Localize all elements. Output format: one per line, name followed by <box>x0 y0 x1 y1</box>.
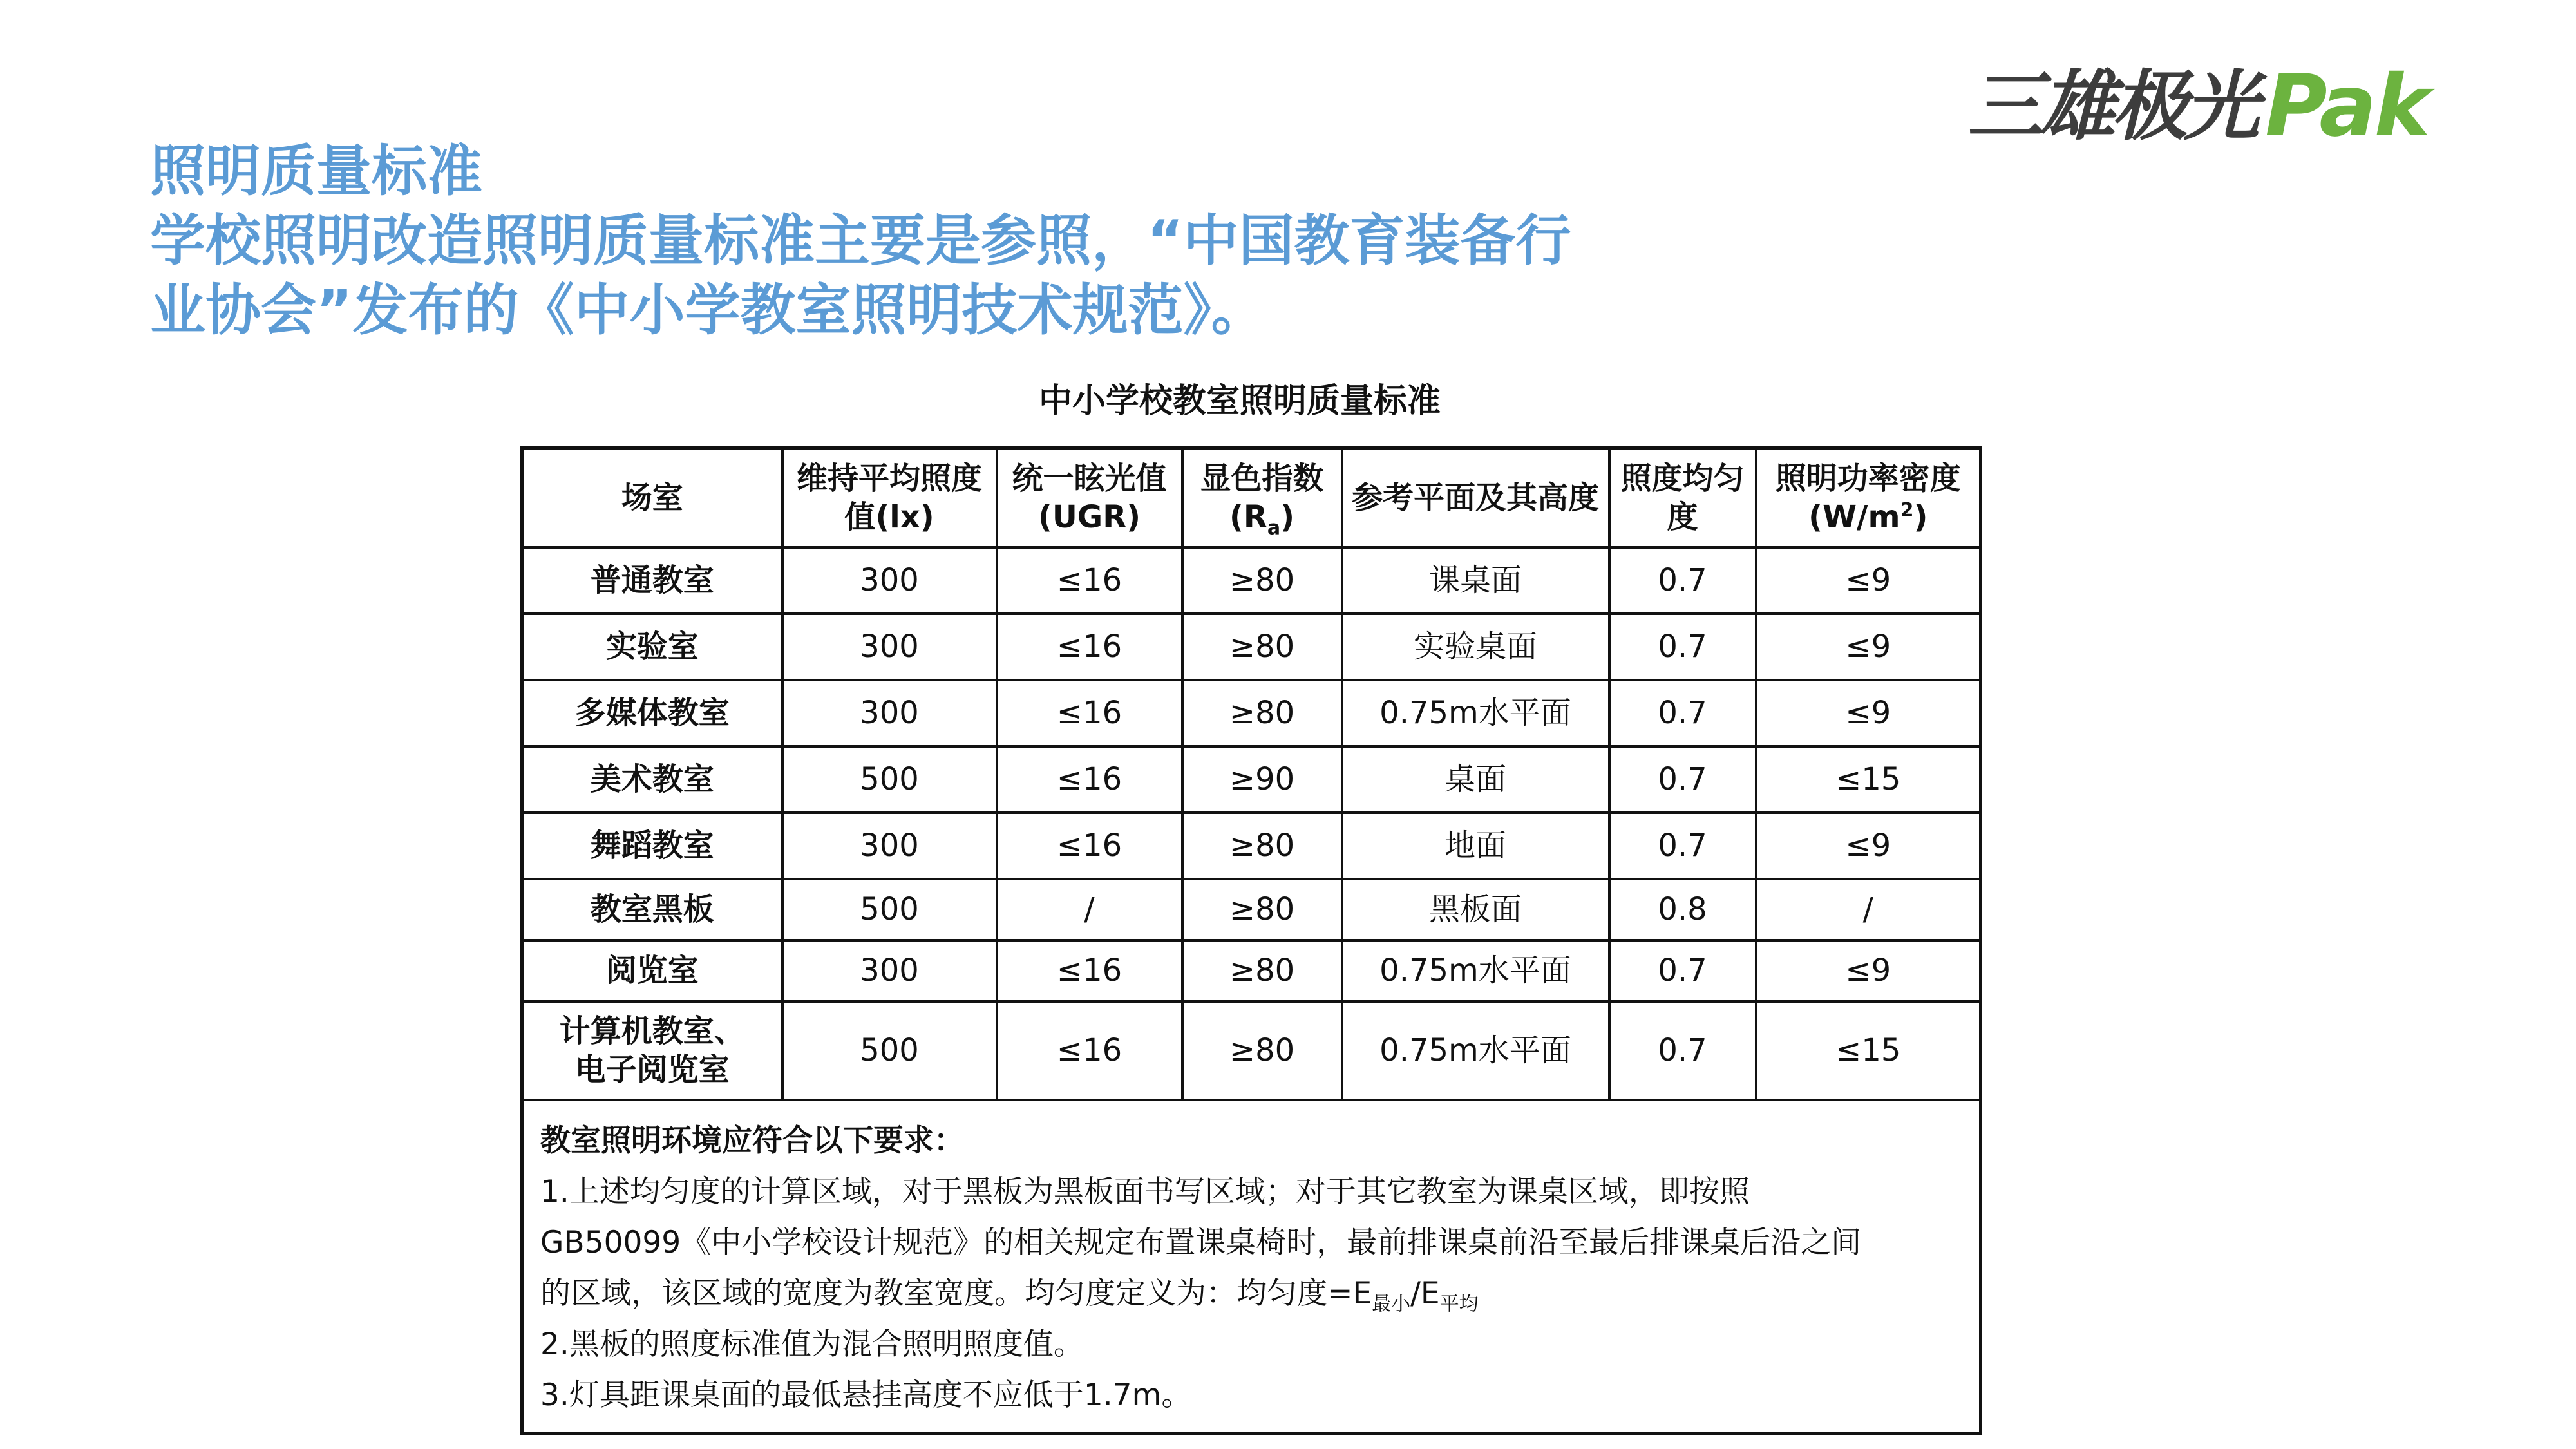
cell-uniformity: 0.7 <box>1609 746 1756 813</box>
table-row <box>522 547 1981 614</box>
cell-uniformity: 0.7 <box>1609 547 1756 614</box>
table-row <box>522 746 1981 813</box>
cell-plane: 0.75m水平面 <box>1342 940 1609 1001</box>
header-ra: 显色指数$(R_a)$ <box>1182 448 1342 547</box>
cell-density: ≤15 <box>1756 1001 1981 1100</box>
table-row <box>522 680 1981 746</box>
cell-ugr: ≤16 <box>997 813 1182 879</box>
cell-density: ≤9 <box>1756 680 1981 746</box>
note-1-line-2: GB50099《中小学校设计规范》的相关规定布置课桌椅时，最前排课桌前沿至最后排课桌后沿之间 <box>540 1224 1862 1260</box>
cell-uniformity: 0.7 <box>1609 940 1756 1001</box>
cell-density: / <box>1756 879 1981 940</box>
table-title: 中小学校教室照明质量标准 <box>1038 382 1441 421</box>
note-1-line-1: 1.上述均匀度的计算区域，对于黑板为黑板面书写区域；对于其它教室为课桌区域，即按照 <box>540 1173 1750 1209</box>
header-illuminance: 维持平均照度值(lx) <box>782 448 997 547</box>
cell-density: ≤9 <box>1756 940 1981 1001</box>
lighting-standard-table <box>520 446 1982 1435</box>
cell-ra: ≥80 <box>1182 879 1342 940</box>
row-name: 舞蹈教室 <box>522 813 782 879</box>
cell-plane: 地面 <box>1342 813 1609 879</box>
row-name: 多媒体教室 <box>522 680 782 746</box>
table-row <box>522 879 1981 940</box>
header-power-density: 照明功率密度$(W/m^2)$ <box>1756 448 1981 547</box>
row-name-line-2: 电子阅览室 <box>574 1052 730 1088</box>
cell-ugr: ≤16 <box>997 614 1182 680</box>
row-name: 实验室 <box>522 614 782 680</box>
cell-lux: 300 <box>782 813 997 879</box>
note-3: 3.灯具距课桌面的最低悬挂高度不应低于1.7m。 <box>540 1377 1192 1413</box>
cell-lux: 500 <box>782 1001 997 1100</box>
cell-ugr: / <box>997 879 1182 940</box>
notes-title: 教室照明环境应符合以下要求： <box>540 1122 964 1159</box>
heading-line-1: 照明质量标准 <box>150 139 482 204</box>
row-name: 美术教室 <box>522 746 782 813</box>
cell-ra: ≥90 <box>1182 746 1342 813</box>
header-reference-plane: 参考平面及其高度 <box>1342 448 1609 547</box>
cell-lux: 500 <box>782 879 997 940</box>
logo-cn-text: 三雄极光 <box>1967 62 2257 151</box>
table-row <box>522 813 1981 879</box>
row-name <box>522 1001 782 1100</box>
table-row <box>522 614 1981 680</box>
cell-density: ≤9 <box>1756 614 1981 680</box>
cell-uniformity: 0.7 <box>1609 680 1756 746</box>
cell-ra: ≥80 <box>1182 1001 1342 1100</box>
cell-ra: ≥80 <box>1182 680 1342 746</box>
table-notes-row <box>522 1100 1981 1434</box>
cell-density: ≤9 <box>1756 547 1981 614</box>
heading-line-3: 业协会”发布的《中小学教室照明技术规范》。 <box>150 278 1267 343</box>
heading-line-2: 学校照明改造照明质量标准主要是参照，“中国教育装备行 <box>150 209 1571 273</box>
cell-plane: 黑板面 <box>1342 879 1609 940</box>
cell-ra: ≥80 <box>1182 813 1342 879</box>
cell-lux: 300 <box>782 940 997 1001</box>
cell-ugr: ≤16 <box>997 1001 1182 1100</box>
row-name: 普通教室 <box>522 547 782 614</box>
brand-logo <box>1967 57 2476 156</box>
table-notes <box>522 1100 1981 1434</box>
header-room: 场室 <box>522 448 782 547</box>
table-row <box>522 1001 1981 1100</box>
logo-en-text: Pak <box>2265 57 2429 156</box>
cell-uniformity: 0.7 <box>1609 813 1756 879</box>
cell-ugr: ≤16 <box>997 940 1182 1001</box>
cell-plane: 桌面 <box>1342 746 1609 813</box>
note-2: 2.黑板的照度标准值为混合照明照度值。 <box>540 1326 1084 1362</box>
cell-density: ≤15 <box>1756 746 1981 813</box>
cell-ugr: ≤16 <box>997 746 1182 813</box>
cell-plane: 0.75m水平面 <box>1342 680 1609 746</box>
table-header-row <box>522 448 1981 547</box>
page-heading <box>150 137 1663 345</box>
cell-ugr: ≤16 <box>997 547 1182 614</box>
cell-density: ≤9 <box>1756 813 1981 879</box>
cell-ra: ≥80 <box>1182 614 1342 680</box>
cell-lux: 500 <box>782 746 997 813</box>
header-ugr: 统一眩光值(UGR) <box>997 448 1182 547</box>
row-name-line-1: 计算机教室、 <box>559 1013 745 1049</box>
table-row <box>522 940 1981 1001</box>
cell-ugr: ≤16 <box>997 680 1182 746</box>
cell-lux: 300 <box>782 547 997 614</box>
cell-ra: ≥80 <box>1182 547 1342 614</box>
cell-plane: 0.75m水平面 <box>1342 1001 1609 1100</box>
note-1-line-3: 的区域，该区域的宽度为教室宽度。均匀度定义为：均匀度$=E_{最小}/E_{平均}$ <box>540 1275 1479 1315</box>
row-name: 阅览室 <box>522 940 782 1001</box>
header-uniformity: 照度均匀度 <box>1609 448 1756 547</box>
cell-plane: 实验桌面 <box>1342 614 1609 680</box>
cell-lux: 300 <box>782 680 997 746</box>
cell-uniformity: 0.7 <box>1609 614 1756 680</box>
cell-plane: 课桌面 <box>1342 547 1609 614</box>
row-name: 教室黑板 <box>522 879 782 940</box>
cell-uniformity: 0.8 <box>1609 879 1756 940</box>
cell-lux: 300 <box>782 614 997 680</box>
cell-uniformity: 0.7 <box>1609 1001 1756 1100</box>
cell-ra: ≥80 <box>1182 940 1342 1001</box>
